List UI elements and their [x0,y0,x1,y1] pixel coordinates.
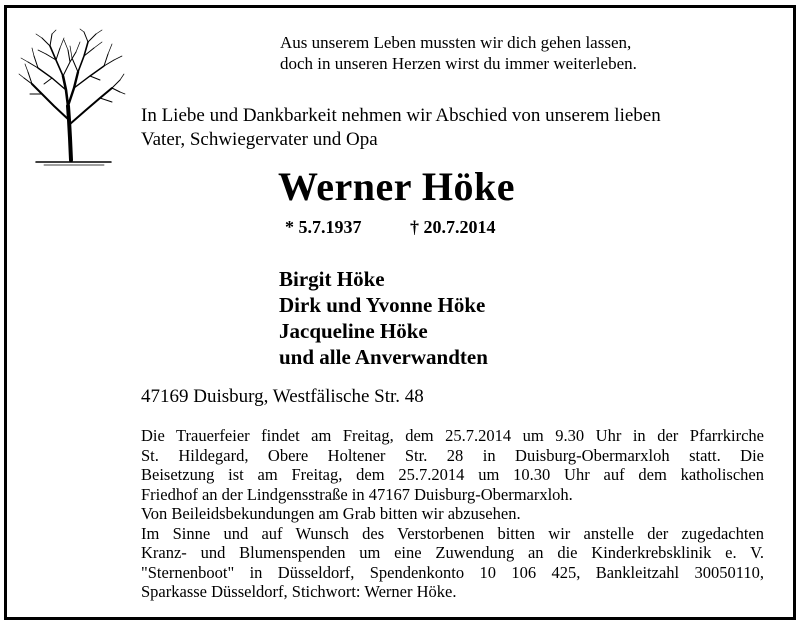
quote-line-1: Aus unserem Leben mussten wir dich gehen lassen, [280,33,632,52]
quote-line-2: doch in unseren Herzen wirst du immer weiterleben. [280,54,637,73]
service-details [141,426,764,602]
body-line: Von Beileidsbekundungen am Grab bitten wir abzusehen. [141,504,521,523]
deceased-name: Werner Höke [278,164,515,209]
mourner-item: Jacqueline Höke [279,319,428,343]
body-line: Beisetzung ist am Freitag, dem 25.7.2014 um 10.30 Uhr auf dem katholischen [141,465,764,484]
intro-line-1: In Liebe und Dankbarkeit nehmen wir Abschied von unserem lieben [141,105,661,126]
farewell-intro [141,104,781,152]
memorial-quote [280,32,637,74]
body-line: St. Hildegard, Obere Holtener Str. 28 in Duisburg-Obermarxloh statt. Die [141,445,764,465]
body-line: Sparkasse Düsseldorf, Stichwort: Werner Höke. [141,582,457,601]
body-line: Friedhof an der Lindgensstraße in 47167 Duisburg-Obermarxloh. [141,484,573,504]
intro-line-2: Vater, Schwiegervater und Opa [141,129,378,150]
body-line: Die Trauerfeier findet am Freitag, dem 25.7.2014 um 9.30 Uhr in der Pfarrkirche [141,426,764,445]
mourner-item: Dirk und Yvonne Höke [279,293,486,317]
mourners-list [279,266,488,370]
body-line: Kranz- und Blumenspenden um eine Zuwendung an die Kinderkrebsklinik e. V. [141,543,764,562]
body-line: Im Sinne und auf Wunsch des Verstorbenen bitten wir anstelle der zugedachten [141,523,764,543]
family-address: 47169 Duisburg, Westfälische Str. 48 [141,386,424,407]
body-line: "Sternenboot" in Düsseldorf, Spendenkonto 10 106 425, Bankleitzahl 30050110, [141,562,764,582]
mourner-item: und alle Anverwandten [279,345,488,369]
bare-tree-icon [16,28,126,168]
death-date: † 20.7.2014 [410,217,496,237]
birth-date: * 5.7.1937 [285,217,362,237]
mourner-item: Birgit Höke [279,267,385,291]
